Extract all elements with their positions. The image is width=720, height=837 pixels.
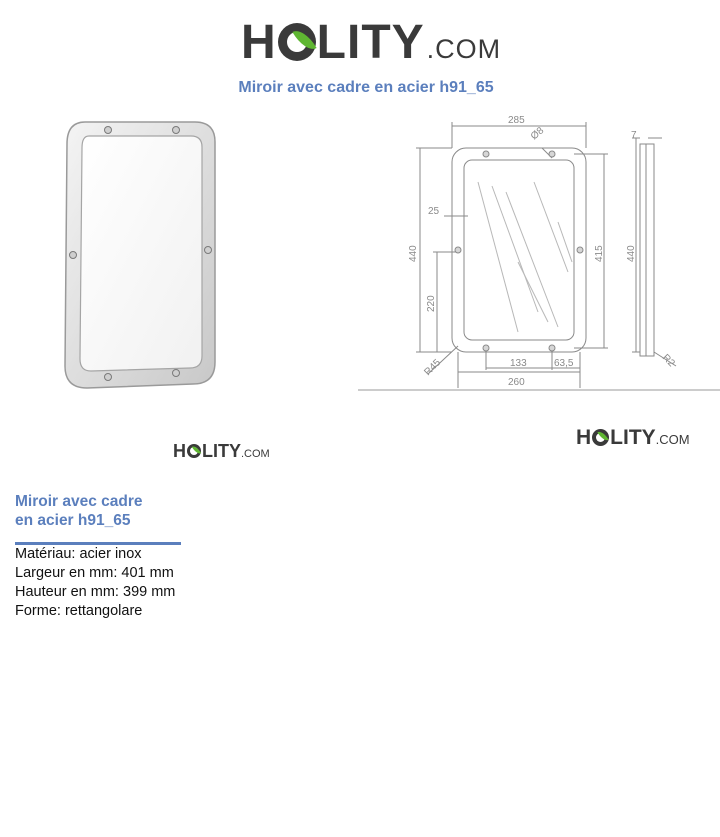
spec-label: Matériau: [15,546,76,562]
spec-value: acier inox [79,546,142,562]
dim-height-inner: 415 [594,245,605,262]
screw [173,127,180,134]
dim-corner-radius: R45 [422,357,444,379]
logo-o-leaf-icon [592,429,609,446]
drawing-inner-frame [464,160,574,340]
holity-logo-small [173,441,270,462]
spec-title-line1: Miroir avec cadre [15,493,143,510]
technical-drawing [358,112,720,397]
product-photo [55,112,225,398]
logo-o-leaf-icon [278,23,316,61]
dim-hole-offset: 63,5 [554,358,574,369]
spec-label: Hauteur en mm: [15,584,119,600]
dim-edge-radius: R2 [659,352,677,370]
holity-logo-small [576,426,690,450]
logo-letter-h: H [576,426,592,449]
dim-hole-spacing: 133 [510,358,527,369]
spec-item-material [15,545,175,564]
spec-value: 399 mm [123,584,176,600]
logo-o-leaf-icon [187,444,201,458]
spec-title [15,492,185,530]
mirror-glass [80,136,202,371]
page-title: Miroir avec cadre en acier h91_65 [238,79,494,96]
spec-item-width [15,564,175,583]
spec-item-height [15,583,175,602]
spec-list [15,545,175,621]
spec-label: Largeur en mm: [15,565,118,581]
logo-letters: LITY [316,16,425,69]
dim-height-side: 440 [626,245,637,262]
spec-value: 401 mm [121,565,174,581]
logo-letter-h: H [173,441,186,461]
dim-inset: 25 [428,206,440,217]
spec-label: Forme: [15,603,61,619]
dim-depth: 7 [631,130,637,141]
logo-domain: .COM [241,448,270,460]
screw [105,374,112,381]
screw [105,127,112,134]
drawing-outer-frame [452,148,586,352]
spec-title-line2: en acier h91_65 [15,512,131,529]
screw [70,252,77,259]
dim-height-outer: 440 [408,245,419,262]
logo-letters: LITY [610,426,656,449]
screw [173,370,180,377]
dim-width-top: 285 [508,115,525,126]
spec-value: rettangolare [64,603,143,619]
dim-hole-height: 220 [426,295,437,312]
dim-width-bottom: 260 [508,377,525,388]
logo-domain: .COM [426,34,502,64]
holity-logo[interactable] [241,15,501,70]
screw [205,247,212,254]
dim-hole: Ø8 [528,125,547,143]
logo-domain: .COM [655,432,690,447]
logo-letter-h: H [241,16,277,69]
logo-letters: LITY [202,441,241,461]
spec-item-shape [15,602,175,621]
drawing-side-view [640,144,654,356]
